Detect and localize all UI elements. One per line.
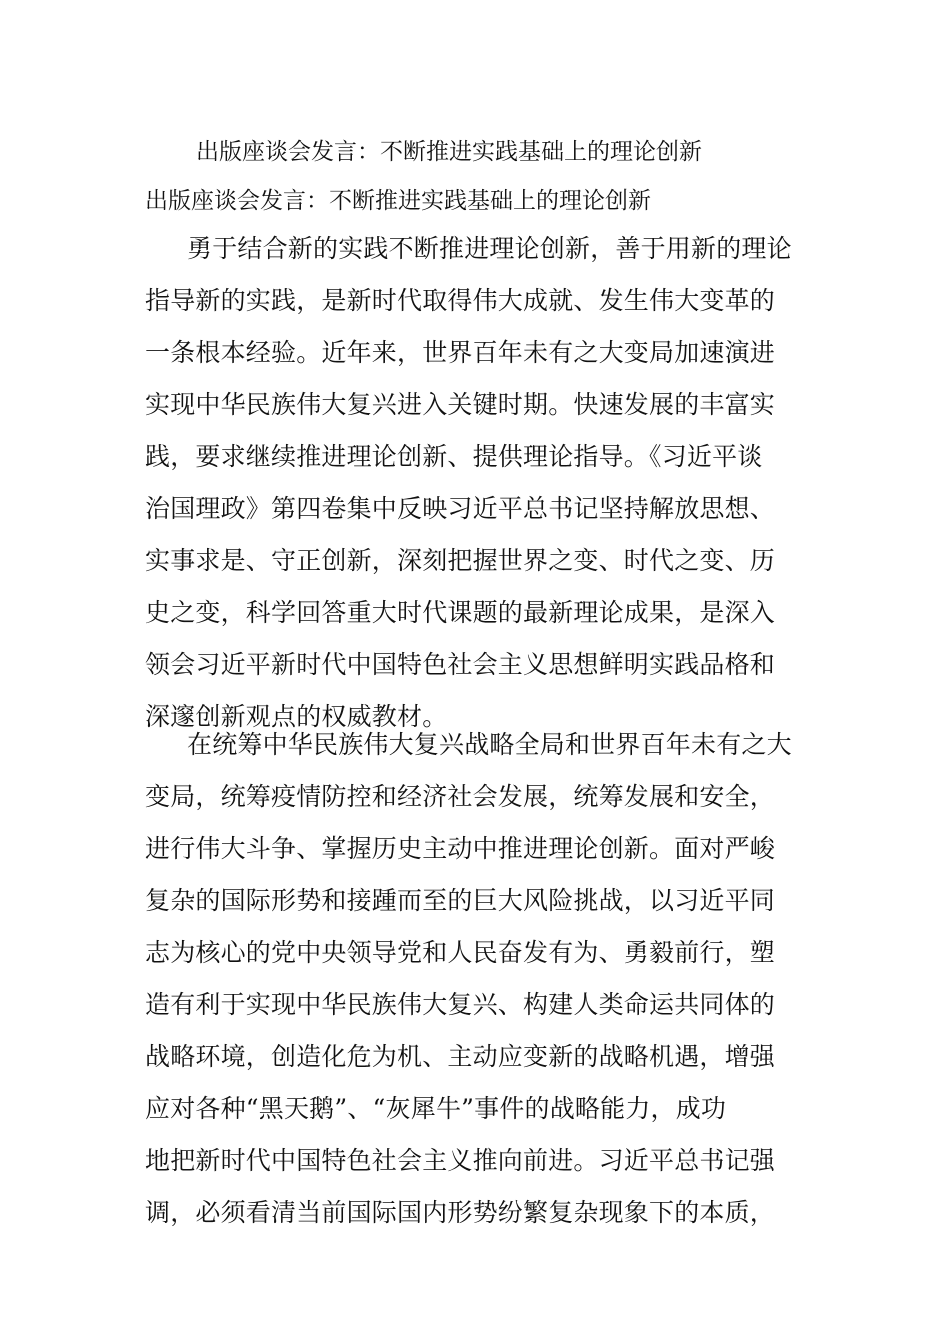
paragraph-line: 志为核心的党中央领导党和人民奋发有为、勇毅前行，塑 [145,938,776,967]
document-title: 出版座谈会发言：不断推进实践基础上的理论创新 [196,139,702,165]
paragraph-2 [145,719,810,1239]
paragraph-line: 造有利于实现中华民族伟大复兴、构建人类命运共同体的 [145,990,776,1019]
paragraph-line: 领会习近平新时代中国特色社会主义思想鲜明实践品格和 [145,650,776,679]
paragraph-line: 进行伟大斗争、掌握历史主动中推进理论创新。面对严峻 [145,834,776,863]
paragraph-line: 指导新的实践，是新时代取得伟大成就、发生伟大变革的 [145,286,776,315]
paragraph-line: 深邃创新观点的权威教材。 [145,702,448,731]
paragraph-line: 变局，统筹疫情防控和经济社会发展，统筹发展和安全， [145,782,776,811]
paragraph-line: 调，必须看清当前国际国内形势纷繁复杂现象下的本质， [145,1198,776,1227]
paragraph-line: 在统筹中华民族伟大复兴战略全局和世界百年未有之大 [187,730,792,759]
paragraph-line: 一条根本经验。近年来，世界百年未有之大变局加速演进 [145,338,776,367]
paragraph-line: 勇于结合新的实践不断推进理论创新，善于用新的理论 [187,234,792,263]
document-subtitle: 出版座谈会发言：不断推进实践基础上的理论创新 [145,188,651,214]
paragraph-line: 实事求是、守正创新，深刻把握世界之变、时代之变、历 [145,546,776,575]
paragraph-line: 战略环境，创造化危为机、主动应变新的战略机遇，增强 [145,1042,776,1071]
paragraph-line: 应对各种“黑天鹅”、“灰犀牛”事件的战略能力，成功 [145,1094,727,1123]
paragraph-line: 实现中华民族伟大复兴进入关键时期。快速发展的丰富实 [145,390,776,419]
paragraph-line: 治国理政》第四卷集中反映习近平总书记坚持解放思想、 [145,494,776,523]
paragraph-line: 践，要求继续推进理论创新、提供理论指导。《习近平谈 [145,442,763,471]
paragraph-line: 地把新时代中国特色社会主义推向前进。习近平总书记强 [145,1146,776,1175]
paragraph-line: 史之变，科学回答重大时代课题的最新理论成果，是深入 [145,598,776,627]
paragraph-1 [145,223,810,743]
paragraph-line: 复杂的国际形势和接踵而至的巨大风险挑战，以习近平同 [145,886,776,915]
